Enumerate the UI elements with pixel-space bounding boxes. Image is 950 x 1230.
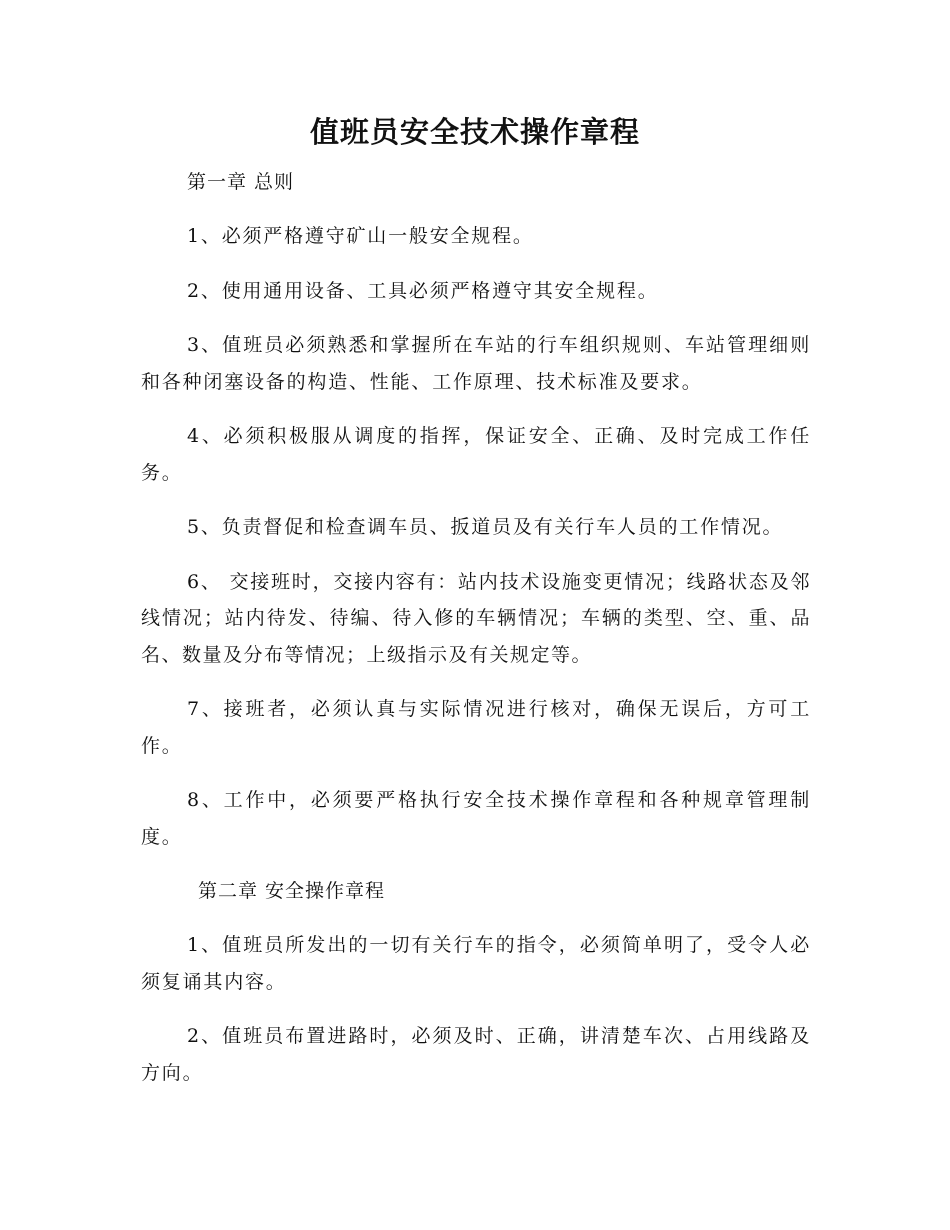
chapter-heading: 第一章 总则 bbox=[187, 171, 295, 193]
chapter-1-item-2: 2、使用通用设备、工具必须严格遵守其安全规程。 bbox=[187, 279, 659, 302]
chapter-2-item-2: 2、值班员布置进路时，必须及时、正确，讲清楚车次、占用线路及方向。 bbox=[141, 1025, 811, 1084]
chapter-1-item-3: 3、值班员必须熟悉和掌握所在车站的行车组织规则、车站管理细则和各种闭塞设备的构造、性能、工作原理、技术标准及要求。 bbox=[141, 334, 811, 393]
chapter-1-item-4: 4、必须积极服从调度的指挥，保证安全、正确、及时完成工作任务。 bbox=[141, 425, 811, 484]
chapter-1-item-5: 5、负责督促和检查调车员、扳道员及有关行车人员的工作情况。 bbox=[187, 516, 784, 538]
chapter-1-item-7: 7、接班者，必须认真与实际情况进行核对，确保无误后，方可工作。 bbox=[141, 698, 811, 757]
chapter-1-item-6: 6、 交接班时，交接内容有：站内技术设施变更情况；线路状态及邻线情况；站内待发、待编、待入修的车辆情况；车辆的类型、空、重、品名、数量及分布等情况；上级指示及有关规定等。 bbox=[141, 570, 811, 666]
chapter-2-item-1: 1、值班员所发出的一切有关行车的指令，必须简单明了，受令人必须复诵其内容。 bbox=[141, 934, 811, 993]
chapter-1-item-1: 1、必须严格遵守矿山一般安全规程。 bbox=[187, 225, 534, 247]
chapter-1-item-8: 8、工作中，必须要严格执行安全技术操作章程和各种规章管理制度。 bbox=[141, 789, 811, 848]
document-body bbox=[141, 164, 811, 1109]
document-title: 值班员安全技术操作章程 bbox=[309, 115, 640, 149]
chapter-heading: 第二章 安全操作章程 bbox=[198, 880, 386, 902]
